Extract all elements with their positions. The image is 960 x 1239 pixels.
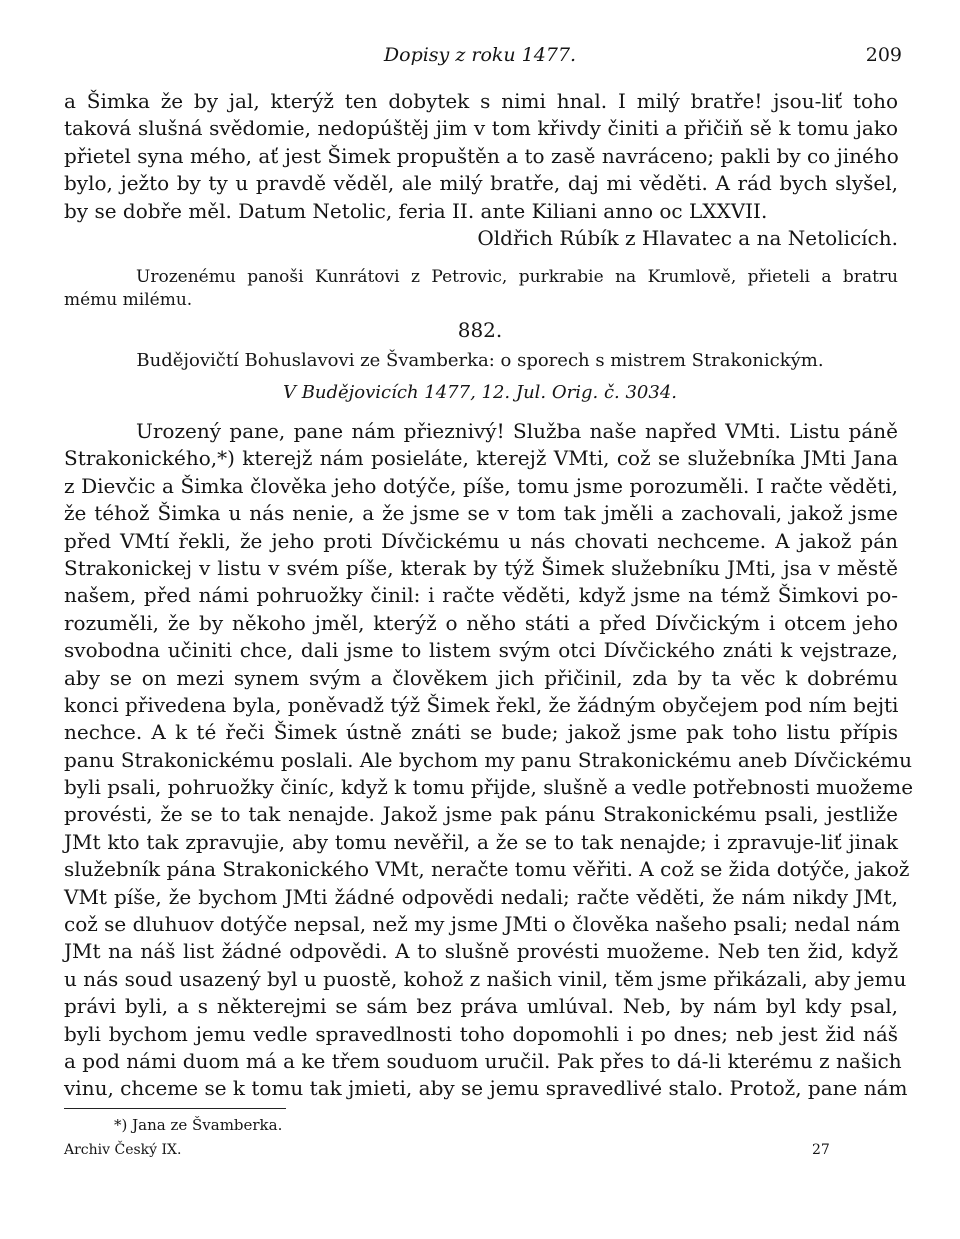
address bbox=[64, 266, 898, 312]
text-line: byli bychom jemu vedle spravedlnosti toho dopomohli i po dnes; neb jest žid náš bbox=[64, 1021, 898, 1046]
letter-dateline: V Budějovicích 1477, 12. Jul. Orig. č. 3034. bbox=[282, 382, 678, 403]
top-paragraph bbox=[64, 88, 898, 252]
letter-summary: Budějovičtí Bohuslavovi ze Švamberka: o sporech s mistrem Strakonickým. bbox=[136, 350, 824, 371]
text-line: by se dobře měl. Datum Netolic, feria II. ante Kiliani anno oc LXXVII. bbox=[64, 198, 768, 223]
text-line: bylo, ježto by ty u pravdě věděl, ale milý bratře, daj mi věděti. A rád bych slyšel, bbox=[64, 171, 898, 196]
text-line: panu Strakonickému poslali. Ale bychom my panu Strakonickému aneb Dívčickému bbox=[64, 747, 912, 772]
text-line: Strakonickej v listu v svém píše, kterak by týž Šimek služebníku JMti, jsa v městě bbox=[64, 555, 898, 580]
text-line: což se dluhuov dotýče nepsal, než my jsme JMti o člověka našeho psali; nedal nám bbox=[64, 912, 901, 937]
text-line: služebník pána Strakonického VMt, neračte tomu věřiti. A což se žida dotýče, jakož bbox=[64, 857, 910, 882]
signature: Oldřich Rúbík z Hlavatec a na Netolicích. bbox=[477, 225, 898, 250]
text-line: rozuměli, že by někoho jměl, kterýž o něho státi a před Dívčickým i otcem jeho bbox=[64, 610, 898, 635]
text-line: byli psali, pohruožky činíc, když k tomu přijde, slušně a vedle potřebnosti muožeme bbox=[64, 775, 914, 800]
text-line: svobodna učiniti chce, dali jsme to listem svým otci Dívčického znáti k vejstraze, bbox=[64, 638, 898, 663]
page-number: 209 bbox=[865, 44, 902, 66]
footer-signature-number: 27 bbox=[812, 1142, 830, 1158]
text-line: před VMtí řekli, že jeho proti Dívčickému u nás chovati nechceme. A jakož pán bbox=[64, 528, 898, 553]
text-line: JMt na náš list žádné odpovědi. A to slušně provésti muožeme. Neb ten žid, když bbox=[64, 939, 898, 964]
text-line: JMt kto tak zpravujie, aby tomu nevěřil, a že se to tak nenajde; i zpravuje-liť jinak bbox=[64, 829, 898, 854]
text-line: u nás soud usazený byl u puostě, kohož z našich vinil, těm jsme přikázali, aby jemu bbox=[64, 966, 907, 991]
text-line: našem, před námi pohruožky činil: i račte věděti, když jsme na témž Šimkovi po- bbox=[64, 583, 898, 608]
text-line: provésti, že se to tak nenajde. Jakož jsme pak pánu Strakonickému psali, jestliže bbox=[64, 802, 898, 827]
text-line: vinu, chceme se k tomu tak jmieti, aby se jemu spravedlivé stalo. Protož, pane nám bbox=[64, 1076, 908, 1101]
text-line: že téhož Šimka u nás nenie, a že jsme se v tom tak jměli a zachovali, jakož jsme bbox=[64, 501, 898, 526]
text-line: z Dievčic a Šimka člověka jeho dotýče, píše, tomu jsme porozuměli. I račte věděti, bbox=[64, 473, 898, 498]
text-line: konci přivedena byla, poněvadž týž Šimek řekl, že žádným obyčejem pod ním bejti bbox=[64, 692, 899, 717]
letter-body bbox=[64, 418, 914, 1103]
text-line: aby se on mezi synem svým a člověkem jich přičinil, zda by ta věc k dobrému bbox=[64, 665, 898, 690]
text-line: nechce. A k té řeči Šimek ústně znáti se bude; jakož jsme pak toho listu přípis bbox=[64, 720, 898, 745]
text-line: právi byli, a s některejmi se sám bez práva umlúval. Neb, by nám byl kdy psal, bbox=[64, 994, 898, 1019]
text-line: a pod námi duom má a ke třem souduom uručil. Pak přes to dá-li kterému z našich bbox=[64, 1048, 902, 1073]
text-line: Strakonického,*) kterejž nám posieláte, kterejž VMti, což se služebníka JMti Jana bbox=[64, 446, 898, 471]
footnote-divider bbox=[64, 1108, 286, 1109]
text-line: taková slušná svědomie, nedopúštěj jim v tom křivdy činiti a přičiň sě k tomu jako bbox=[64, 116, 898, 141]
letter-number: 882. bbox=[457, 318, 503, 342]
footnote: *) Jana ze Švamberka. bbox=[114, 1116, 283, 1134]
footer-series-title: Archiv Český IX. bbox=[64, 1142, 182, 1158]
text-line: Urozený pane, pane nám přieznivý! Služba naše napřed VMti. Listu páně bbox=[136, 419, 898, 443]
address-line: Urozenému panoši Kunrátovi z Petrovic, purkrabie na Krumlově, přieteli a bratru bbox=[136, 267, 898, 287]
address-line: mému milému. bbox=[64, 290, 193, 310]
text-line: VMt píše, že bychom JMti žádné odpovědi nedali; račte věděti, že nám nikdy JMt, bbox=[64, 884, 898, 909]
text-line: přietel syna mého, ať jest Šimek propuštěn a to zasě navráceno; pakli by co jiného bbox=[64, 143, 899, 168]
text-line: a Šimka že by jal, kterýž ten dobytek s nimi hnal. I milý bratře! jsou-liť toho bbox=[64, 89, 898, 113]
running-header-title: Dopisy z roku 1477. bbox=[383, 44, 577, 66]
